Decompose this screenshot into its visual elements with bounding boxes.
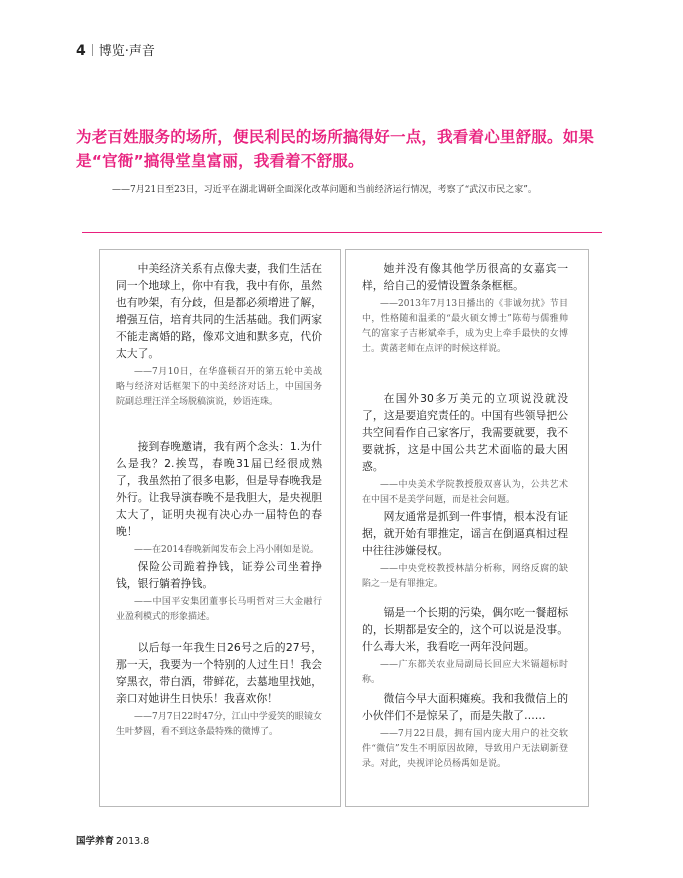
issue-date: 2013.8 [116, 836, 150, 847]
quote-source: ——广东都关农业局副局长回应大米镉超标时称。 [362, 660, 568, 685]
quote-entry [116, 558, 322, 625]
quote-text: 以后每一年我生日26号之后的27号，那一天，我要为一个特别的人过生日！我会穿黑衣，带白酒，带鲜花，去墓地里找她，亲口对她讲生日快乐！我喜欢你！ [116, 641, 322, 705]
quote-text: 在国外30多万美元的立项说没就没了，这是要追究责任的。中国有些领导把公共空间看作自己家客厅，我需要就要，我不要就拆，这是中国公共艺术面临的最大困惑。 [362, 392, 568, 473]
quote-entry [362, 260, 568, 357]
page-header [76, 40, 155, 59]
featured-quote-source: ——7月21日至23日，习近平在湖北调研全面深化改革问题和当前经济运行情况，考察了“武汉市民之家”。 [112, 185, 537, 195]
quote-source: ——2013年7月13日播出的《非诚勿扰》节目中，性格随和温柔的“最火硕女博士”陈荀与儒雅帅气的富家子吉彬斌牵手，成为史上牵手最快的女博士。黄菡老师在点评的时候这样说。 [362, 299, 568, 354]
quote-source: ——7月10日，在华盛顿召开的第五轮中美战略与经济对话框架下的中美经济对话上，中国国务院副总理汪洋全场脱稿演说，妙语连珠。 [116, 367, 322, 407]
page-number: 4 [76, 43, 86, 59]
header-divider [92, 44, 93, 56]
quote-entry [362, 390, 568, 508]
divider-line [82, 232, 602, 233]
right-quote-panel [345, 249, 589, 807]
section-title: 博览·声音 [98, 44, 155, 59]
quote-text: 镉是一个长期的污染，偶尔吃一餐超标的，长期都是安全的，这个可以说是没事。什么毒大米，我看吃一两年没问题。 [362, 606, 568, 653]
quote-source: ——7月22日晨，拥有国内庞大用户的社交软件“微信”发生不明原因故障，导致用户无法刷新登录。对此，央视评论员杨禹如是说。 [362, 729, 568, 769]
page-footer [76, 833, 149, 847]
quote-text: 网友通常是抓到一件事情，根本没有证据，就开始有罪推定，谣言在倒逼真相过程中往往涉嫌侵权。 [362, 510, 568, 557]
quote-text: 她并没有像其他学历很高的女嘉宾一样，给自己的爱情设置条条框框。 [362, 262, 568, 292]
quote-entry [116, 260, 322, 410]
quote-text: 微信今早大面积瘫痪。我和我微信上的小伙伴们不是惊呆了，而是失散了…… [362, 692, 568, 722]
quote-source: ——在2014春晚新闻发布会上冯小刚如是说。 [134, 545, 319, 555]
quote-text: 保险公司跪着挣钱，证券公司坐着挣钱，银行躺着挣钱。 [116, 560, 322, 590]
quote-entry [362, 604, 568, 688]
quote-entry [362, 690, 568, 772]
quote-source: ——7月7日22时47分，江山中学爱笑的眼镜女生叶梦圆，看不到这条最特殊的微博了。 [116, 712, 322, 737]
quote-entry [116, 639, 322, 740]
quote-source: ——中央美术学院教授殷双喜认为，公共艺术在中国不是美学问题，而是社会问题。 [362, 480, 568, 505]
quote-entry [362, 508, 568, 592]
quote-source: ——中央党校教授林喆分析称，网络反腐的缺陷之一是有罪推定。 [362, 564, 568, 589]
magazine-logo: 国学养育 [76, 836, 115, 847]
featured-quote: 为老百姓服务的场所，便民利民的场所搞得好一点，我看着心里舒服。如果是“官衙”搞得堂皇富丽，我看着不舒服。 [76, 128, 595, 170]
quote-text: 接到春晚邀请，我有两个念头：1.为什么是我？2.挨骂，春晚31届已经很成熟了，我虽然拍了很多电影，但是导春晚我是外行。让我导演春晚不是我胆大，是央视胆太大了，证明央视有决心办一届特色的春晚！ [116, 440, 322, 538]
quote-entry [116, 438, 322, 558]
quote-source: ——中国平安集团董事长马明哲对三大金融行业盈利模式的形象描述。 [116, 597, 322, 622]
left-quote-panel [99, 249, 341, 807]
quote-text: 中美经济关系有点像夫妻，我们生活在同一个地球上，你中有我，我中有你，虽然也有吵架，有分歧，但是都必须增进了解，增强互信，培育共同的生活基础。我们两家不能走离婚的路，像邓文迪和默多克，代价太大了。 [116, 262, 322, 360]
